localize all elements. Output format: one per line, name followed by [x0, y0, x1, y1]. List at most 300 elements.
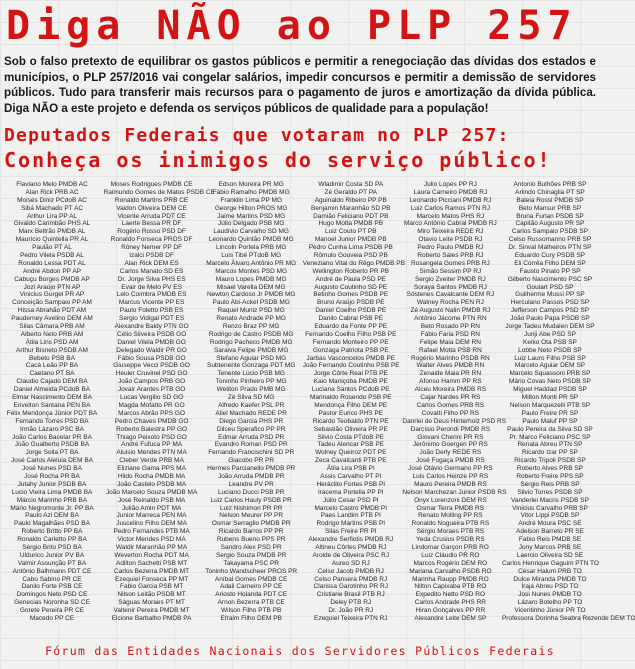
deputy-name: Sérgio Moraes PTB RS — [416, 528, 485, 536]
deputy-name: Claudio Cajado DEM BA — [16, 378, 88, 386]
deputy-name: André Fufuca PP MA — [121, 441, 183, 449]
deputy-name: André Moura PSC SE — [518, 520, 582, 528]
deputy-name: Tenente Lúcio PSB MG — [217, 370, 285, 378]
deputy-name: Altineu Côrtes PMDB RJ — [315, 543, 387, 551]
deputy-name: Pastor Eurico PHS PE — [318, 409, 384, 417]
deputy-name: Uldurico Junior PV BA — [19, 551, 85, 559]
deputy-name: Danilo Forte PSB CE — [21, 583, 83, 591]
deputy-name: Mendonça Filho DEM PE — [314, 401, 388, 409]
deputy-name: Miguel Haddad PSDB SP — [513, 386, 587, 394]
deputy-name: Efraim Filho DEM PB — [220, 614, 282, 622]
deputy-name: Luis Carlos Heinze PP RS — [412, 472, 489, 480]
page-title: Diga NÃO ao PLP 257 — [6, 3, 578, 49]
deputy-name: Raquel Muniz PSD MG — [217, 307, 285, 315]
deputy-name: Mariana Carvalho PSDB RO — [409, 567, 492, 575]
deputy-name: Pedro Chaves PMDB GO — [114, 417, 189, 425]
deputy-name: Laudívio Carvalho SD MG — [213, 228, 289, 236]
deputy-name: Paulo Freire PR SP — [521, 409, 579, 417]
deputy-name: Zé Augusto Nalin PMDB RJ — [410, 307, 491, 315]
deputy-name: Clarissa Garotinho PR RJ — [313, 583, 388, 591]
deputy-name: Manoel Junior PMDB PB — [314, 236, 387, 244]
deputy-name: Marcelo Álvaro Antônio PR MG — [206, 259, 297, 267]
deputy-name: Pr. Marco Feliciano PSC SP — [509, 433, 591, 441]
deputy-name: Heuler Cruvinel PSD GO — [115, 370, 188, 378]
deputy-name: Fernando Francischini SD PR — [208, 449, 295, 457]
deputy-name: Jozi Araújo PTN AP — [23, 283, 81, 291]
deputy-name: Ronaldo Lessa PDT AL — [18, 259, 86, 267]
deputy-name: Nelson Marchezan Junior PSDB RS — [402, 488, 507, 496]
deputy-name: José Rocha PR BA — [24, 472, 80, 480]
deputy-name: Roberto Balestra PP GO — [116, 425, 188, 433]
deputy-name: Guilherme Mussi PP SP — [515, 291, 585, 299]
deputy-name: Gorete Pereira PR CE — [19, 607, 85, 615]
deputy-name: Luiz Lauro Filho PSB SP — [514, 354, 586, 362]
deputy-name: Ezequiel Fonseca PP MT — [114, 575, 189, 583]
deputy-name: Jerônimo Goergen PP RS — [412, 441, 488, 449]
deputy-name: Carlos Gomes PRB RS — [416, 401, 485, 409]
deputy-name: Jorge Côrte Real PTB PE — [313, 370, 388, 378]
deputy-name: César Halum PRB TO — [518, 567, 582, 575]
deputy-name: Dr. Sinval Malheiros PTN SP — [508, 244, 592, 252]
deputy-name: Waldir Maranhão PP MA — [116, 543, 188, 551]
deputy-name: Moses Rodrigues PMDB CE — [110, 181, 193, 188]
deputy-name: Alceu Moreira PMDB RS — [414, 386, 487, 394]
deputy-name: Zenaide Maia PR RN — [419, 370, 482, 378]
deputy-name: Mário Covas Neto PSDB SP — [508, 378, 591, 386]
deputy-name: Macedo PP CE — [29, 614, 75, 622]
deputy-name: George Hilton PROS MG — [214, 204, 288, 212]
deputy-name: Felipe Maia DEM RN — [419, 338, 481, 346]
subtitle — [4, 124, 596, 172]
deputy-name: Gonzaga Patriota PSB PE — [312, 346, 389, 354]
deputy-name: Hildo Rocha PMDB MA — [117, 472, 186, 480]
deputy-name: Eduardo Cury PSDB SP — [514, 252, 586, 260]
deputies-column-4 — [302, 181, 405, 641]
deputy-name: Lincoln Portela PRB MG — [215, 244, 287, 252]
deputy-name: Pauderney Avelino DEM AM — [11, 315, 93, 323]
deputy-name: Renata Abreu PTN SP — [517, 441, 583, 449]
deputy-name: Rosangela Gomes PRB RJ — [410, 259, 490, 267]
deputy-name: Vitor Lippi PSDB SP — [520, 512, 580, 520]
deputies-list — [4, 181, 635, 641]
deputy-name: Magda Mofatto PR GO — [118, 401, 185, 409]
deputy-name: Jorge Tadeu Mudalen DEM SP — [505, 323, 595, 331]
deputy-name: Fábio Ramalho PMDB MG — [212, 188, 290, 196]
deputy-name: Sergio Vidigal PDT ES — [119, 315, 185, 323]
deputy-name: Paulão PT AL — [32, 244, 72, 252]
deputy-name: Valmir Assunção PT BA — [17, 559, 87, 567]
deputy-name: Paulo Abi-Ackel PSDB MG — [212, 299, 290, 307]
deputy-name: Simão Sessim PP RJ — [419, 267, 482, 275]
deputy-name: Otavio Leite PSDB RJ — [418, 236, 483, 244]
deputy-name: Rubens Bueno PPS PR — [216, 536, 286, 544]
deputy-name: Celso Jacob PMDB RJ — [317, 567, 384, 575]
subtitle-line-2: Conheça os inimigos do serviço público! — [4, 148, 552, 172]
deputy-name: Evandro Roman PSD PR — [214, 441, 288, 449]
deputy-name: Josi Nunes PMDB TO — [518, 591, 582, 599]
deputy-name: Ariosto Holanda PDT CE — [215, 591, 288, 599]
deputy-name: Raimundo Gomes de Matos PSDB CE — [103, 188, 215, 196]
deputy-name: Rodrigo de Castro PSDB MG — [208, 330, 294, 338]
deputy-name: João Gualberto PSDB BA — [14, 441, 90, 449]
deputy-name: Cristiane Brasil PTB RJ — [316, 591, 385, 599]
deputy-name: Cacá Leão PP BA — [25, 362, 79, 370]
deputy-name: Leandre PV PR — [228, 480, 274, 488]
deputy-name: Mauro Lopes PMDB MG — [215, 275, 287, 283]
deputy-name: Rômulo Gouveia PSD PB — [313, 252, 388, 260]
deputy-name: Juscelino Filho DEM MA — [116, 520, 187, 528]
deputy-name: Luciano Ducci PSB PR — [217, 488, 285, 496]
deputy-name: Wolney Queiroz PDT PE — [315, 449, 387, 457]
deputy-name: Givaldo Carimbão PHS AL — [13, 220, 91, 228]
deputy-name: Rodrigo Martins PSB PI — [316, 520, 386, 528]
deputy-name: Sérgio Brito PSD BA — [22, 543, 82, 551]
deputy-name: Covatti Filho PP RS — [421, 409, 480, 417]
deputy-name: João Fernando Coutinho PSB PE — [302, 362, 400, 370]
deputy-name: João Arruda PMDB PR — [217, 472, 285, 480]
deputy-name: Domingos Neto PSD CE — [16, 591, 88, 599]
deputy-name: André de Paula PSD PE — [315, 275, 387, 283]
deputy-name: Luiz Carlos Ramos PTN RJ — [410, 204, 491, 212]
deputy-name: Giacobo PR PR — [228, 457, 275, 465]
deputy-name: Toninho Pinheiro PP MG — [215, 378, 287, 386]
deputy-name: Junior Marreca PEN MA — [116, 512, 187, 520]
deputy-name: Assis Carvalho PT PI — [320, 472, 382, 480]
deputy-name: Marcelo Matos PHS RJ — [416, 212, 485, 220]
deputy-name: Carlos Henrique Gaguim PTN TO — [501, 559, 599, 567]
deputy-name: Sérgio Reis PRB SP — [520, 480, 580, 488]
deputy-name: João Marcelo Souza PMDB MA — [105, 488, 198, 496]
deputy-name: Heráclito Fortes PSB PI — [316, 480, 386, 488]
deputy-name: Bruna Furlan PSDB SP — [516, 212, 584, 220]
deputy-name: Renzo Braz PP MG — [222, 323, 280, 331]
deputy-name: Gilberto Nascimento PSC SP — [507, 275, 593, 283]
deputies-column-1 — [4, 181, 100, 641]
deputy-name: Subtenente Gonzaga PDT MG — [206, 362, 296, 370]
footer-signature: Fórum das Entidades Nacionais dos Servidores Públicos Federais — [45, 644, 555, 658]
deputy-name: Julião Amin PDT MA — [121, 504, 182, 512]
deputy-name: Keiko Ota PSB SP — [523, 338, 577, 346]
deputy-name: Adelson Barreto PR SE — [516, 528, 584, 536]
deputy-name: Dulce Miranda PMDB TO — [513, 575, 587, 583]
deputy-name: Júlio Delgado PSB MG — [217, 220, 285, 228]
deputy-name: Cabuçu Borges PMDB AP — [14, 275, 90, 283]
deputy-name: Fábio Sousa PSDB GO — [117, 354, 186, 362]
deputy-name: João Derly REDE RS — [419, 449, 482, 457]
deputy-name: Elcione Barbalho PMDB PA — [111, 614, 192, 622]
deputy-name: Zé Geraldo PT PA — [324, 188, 378, 196]
deputy-name: Sergio Souza PMDB PR — [215, 551, 287, 559]
deputy-name: Lindomar Garçon PRB RO — [411, 543, 489, 551]
deputy-name: Daniel Coelho PSDB PE — [315, 307, 387, 315]
deputy-name: Marinaldo Rosendo PSB PE — [309, 394, 392, 402]
deputy-name: Daniel Vilela PMDB GO — [117, 338, 186, 346]
deputy-name: Vicentinho Júnior PR TO — [514, 607, 586, 615]
deputy-name: Rogério Rosso PSD DF — [117, 228, 186, 236]
deputy-name: Walney Rocha PEN RJ — [416, 299, 484, 307]
deputy-name: Osmar Serraglio PMDB PR — [211, 520, 291, 528]
deputy-name: Cleber Verde PRB MA — [119, 457, 184, 465]
deputy-name: Sibá Machado PT AC — [20, 204, 84, 212]
deputy-name: Osmar Terra PMDB RS — [416, 504, 485, 512]
deputy-name: Luiz Cláudio PR RO — [421, 551, 480, 559]
deputy-name: Vaidon Oliveira DEM CE — [116, 204, 187, 212]
deputy-name: Célio Silveira PSDB GO — [116, 330, 187, 338]
deputy-name: Edmar Arruda PSD PR — [218, 433, 285, 441]
deputy-name: Wellington Roberto PR PB — [312, 267, 390, 275]
deputy-name: Irmão Lázaro PSC BA — [20, 425, 84, 433]
deputy-name: Roberto Alves PRB SP — [516, 465, 584, 473]
deputy-name: Lázaro Botelho PP TO — [517, 599, 583, 607]
deputy-name: Weliton Prado PMB MG — [216, 386, 286, 394]
deputy-name: José Carlos Aleluia DEM BA — [10, 457, 93, 465]
deputy-name: Takayama PSC PR — [223, 559, 279, 567]
deputy-name: Roberto Britto PP BA — [21, 528, 83, 536]
deputy-name: Lucas Vergilio SD GO — [119, 394, 184, 402]
deputy-name: Jorge Solla PT BA — [25, 449, 79, 457]
deputy-name: Marco Antônio Cabral PMDB RJ — [403, 220, 497, 228]
deputy-name: Aluisio Mendes PTN MA — [116, 449, 187, 457]
deputy-name: Stefano Aguiar PSD MG — [216, 354, 287, 362]
deputy-name: Newton Cardoso Jr PMDB MG — [206, 291, 296, 299]
deputy-name: Lelo Coimbra PMDB ES — [116, 291, 187, 299]
deputy-name: Rogério Marinho PSDB RN — [410, 354, 490, 362]
deputy-name: Wladimir Costa SD PA — [318, 181, 384, 188]
deputy-name: Ezequiel Teixeira PTN RJ — [313, 614, 388, 622]
deputy-name: Arnon Bezerra PTB CE — [217, 599, 285, 607]
deputy-name: Mauro Pereira PMDB RS — [414, 480, 487, 488]
deputy-name: Carlos Bezerra PMDB MT — [114, 567, 190, 575]
deputies-column-5 — [402, 181, 507, 641]
deputy-name: Dr. João PR RJ — [328, 607, 374, 615]
deputy-name: Marx Beltrão PMDB AL — [18, 228, 86, 236]
deputy-name: Júlio Cesar PSD PI — [322, 496, 379, 504]
deputy-name: Jutahy Junior PSDB BA — [17, 480, 87, 488]
deputy-name: Pedro Fernandes PTB MA — [113, 528, 190, 536]
deputy-name: Adilton Sachetti PSB MT — [116, 559, 188, 567]
deputy-name: Arolde de Oliveira PSC RJ — [312, 551, 390, 559]
deputies-column-3 — [203, 181, 299, 641]
deputy-name: Fernando Torres PSD BA — [15, 417, 89, 425]
deputy-name: Dilceu Sperafico PP PR — [216, 425, 286, 433]
deputy-name: Julio Lopes PP RJ — [423, 181, 477, 188]
deputy-name: Paulo Maluf PP SP — [522, 417, 578, 425]
deputy-name: Pedro Cunha Lima PSDB PB — [308, 244, 393, 252]
deputy-name: Victor Mendes PSD MA — [117, 536, 186, 544]
deputy-name: Misael Varella DEM MG — [216, 283, 286, 291]
deputy-name: Ricardo Tripoli PSDB SP — [514, 457, 586, 465]
deputy-name: Ricardo Izar PP SP — [522, 449, 578, 457]
deputy-name: Edson Moreira PR MG — [218, 181, 284, 188]
deputy-name: Vicente Arruda PDT CE — [117, 212, 186, 220]
deputy-name: Ronaldo Nogueira PTB RS — [411, 520, 490, 528]
deputy-name: Leonardo Picciani PMDB RJ — [409, 196, 492, 204]
deputy-name: Marcos Montes PSD MG — [215, 267, 288, 275]
deputy-name: Ricardo Barros PP PR — [218, 528, 284, 536]
deputy-name: Darcísio Perondi PMDB RS — [410, 425, 491, 433]
deputy-name: Laura Carneiro PMDB RJ — [413, 188, 488, 196]
deputy-name: José Nunes PSD BA — [22, 465, 82, 473]
deputy-name: Fernando Monteiro PP PE — [312, 338, 389, 346]
deputy-name: Alfredo Kaefer PSL PR — [218, 401, 285, 409]
deputy-name: Carlos Sampaio PSDB SP — [511, 228, 589, 236]
deputy-name: Marcos Abrão PPS GO — [118, 409, 186, 417]
deputy-name: André Abdon PP AP — [22, 267, 82, 275]
deputy-name: Caetano PT BA — [29, 370, 75, 378]
deputy-name: Onyx Lorenzoni DEM RS — [414, 496, 487, 504]
deputy-name: Paulo Azi DEM BA — [25, 512, 79, 520]
deputy-name: Rodrigo Pacheco PMDB MG — [209, 338, 293, 346]
deputy-name: Luiz Carlos Hauly PSDB PR — [210, 496, 292, 504]
deputy-name: Renato Molling PP RS — [418, 512, 483, 520]
deputy-name: João Castelo PSDB MA — [117, 480, 187, 488]
deputy-name: Silas Câmara PRB AM — [19, 323, 85, 331]
deputy-name: Ronaldo Martins PRB CE — [114, 196, 189, 204]
deputy-name: Paulo Magalhães PSD BA — [14, 520, 90, 528]
deputy-name: Luiz Couto PT PB — [325, 228, 377, 236]
deputy-name: Milton Monti PR SP — [521, 394, 579, 402]
deputy-name: Danrlei de Deus Hinterholz PSD RS — [402, 417, 507, 425]
deputy-name: Silvio Costa PTdoB PE — [317, 433, 385, 441]
deputy-name: Sergio Zveiter PMDB RJ — [414, 275, 486, 283]
deputy-name: Genecias Noronha SD CE — [14, 599, 90, 607]
deputy-name: Félix Mendonça Júnior PDT BA — [6, 409, 98, 417]
deputy-name: Flaviano Melo PMDB AC — [16, 181, 88, 188]
deputy-name: Eli Corrêa Filho DEM SP — [514, 259, 586, 267]
deputy-name: Miro Teixeira REDE RJ — [417, 228, 484, 236]
deputy-name: Pedro Vilela PSDB AL — [20, 252, 84, 260]
deputy-name: Evair de Melo PV ES — [121, 283, 182, 291]
deputy-name: Kaio Maniçoba PMDB PE — [313, 378, 388, 386]
deputy-name: Eliziane Gama PPS MA — [117, 465, 186, 473]
deputy-name: João Campos PRB GO — [117, 378, 186, 386]
deputy-name: Valtenir Pereira PMDB MT — [113, 607, 190, 615]
deputy-name: Fausto Pinato PP SP — [519, 267, 581, 275]
deputy-name: Irajá Abreu PSD TO — [521, 583, 579, 591]
deputy-name: Átila Lins PSD AM — [25, 338, 79, 346]
deputy-name: Bruno Araújo PSDB PE — [316, 299, 385, 307]
deputy-name: Jefferson Campos PSD SP — [510, 307, 590, 315]
deputy-name: Hugo Motta PMDB PB — [318, 220, 384, 228]
deputy-name: Walter Alves PMDB RN — [416, 362, 485, 370]
deputy-name: Luciana Santos PCdoB PE — [311, 386, 390, 394]
deputy-name: Sóstenes Cavalcante DEM RJ — [406, 291, 495, 299]
deputy-name: Junji Abe PSD SP — [523, 330, 576, 338]
deputy-name: Jony Marcos PRB SE — [518, 543, 582, 551]
deputy-name: Celso Pansera PMDB RJ — [314, 575, 388, 583]
deputy-name: José Otávio Germano PP RS — [408, 465, 493, 473]
deputy-name: Yeda Crusius PSDB RS — [415, 536, 485, 544]
deputy-name: Ronaldo Fonseca PROS DF — [110, 236, 193, 244]
deputy-name: Laercio Oliveira SD SE — [516, 551, 584, 559]
deputy-name: Leonardo Quintão PMDB MG — [208, 236, 294, 244]
deputy-name: Marcus Vicente PP ES — [118, 299, 185, 307]
deputy-name: Conceição Sampaio PP AM — [12, 299, 92, 307]
deputy-name: Jarbas Vasconcelos PMDB PE — [306, 354, 396, 362]
deputy-name: Alexandre Baldy PTN GO — [114, 323, 189, 331]
deputy-name: Eduardo da Fonte PP PE — [314, 323, 388, 331]
deputy-name: Baleia Rossi PMDB SP — [516, 196, 584, 204]
deputy-name: Arthur Bisneto PSDB AM — [16, 346, 88, 354]
deputy-name: Paulo Pereira da Silva SD SP — [507, 425, 593, 433]
deputy-name: Renato Andrade PP MG — [216, 315, 286, 323]
deputy-name: Damião Feliciano PDT PB — [313, 212, 389, 220]
deputy-name: Zé Silva SD MG — [227, 394, 275, 402]
deputy-name: Danilo Cabral PSB PE — [318, 315, 384, 323]
deputy-name: Beto Rosado PP RN — [420, 323, 480, 331]
deputy-name: José Fogaça PMDB RS — [416, 457, 485, 465]
deputy-name: Marcelo Squassoni PRB SP — [509, 370, 591, 378]
deputy-name: Mário Negromonte Jr. PP BA — [10, 504, 94, 512]
deputy-name: Vinicius Carvalho PRB SP — [512, 504, 588, 512]
deputy-name: Marcelo Aguiar DEM SP — [514, 362, 586, 370]
deputy-name: Rôney Nemer PP DF — [121, 244, 183, 252]
deputy-name: Benjamin Maranhão SD PB — [311, 204, 391, 212]
deputy-name: Nelson Meurer PP PR — [219, 512, 284, 520]
deputy-name: Maurício Quintella PR AL — [15, 236, 89, 244]
deputy-name: Fabio Garcia PSB MT — [119, 583, 184, 591]
deputy-name: Arlindo Chinaglia PT SP — [515, 188, 585, 196]
deputy-name: Cabo Sabino PR CE — [22, 575, 82, 583]
deputy-name: Giuseppe Vecci PSDB GO — [113, 362, 190, 370]
deputy-name: Hermes Parcianello PMDB PR — [207, 465, 296, 473]
deputy-name: Giovani Cherini PR RS — [417, 433, 484, 441]
deputy-name: Capitão Augusto PR SP — [515, 220, 585, 228]
deputy-name: Iracema Portella PP PI — [317, 488, 384, 496]
deputy-name: Vanderlei Macris PSDB SP — [511, 496, 589, 504]
deputy-name: Nilson Leitão PSDB MT — [117, 591, 186, 599]
deputy-name: Augusto Coutinho SD PE — [314, 283, 388, 291]
deputy-name: Hiran Gonçalves PP RR — [415, 607, 486, 615]
deputy-name: Zeca Cavalcanti PTB PE — [315, 457, 387, 465]
deputy-name: Carlos Manato SD ES — [119, 267, 184, 275]
deputy-name: Vinicius Gurgel PR AP — [19, 291, 85, 299]
deputy-name: Marinha Raupp PMDB RO — [412, 575, 489, 583]
deputy-name: Expedito Netto PSD RO — [415, 591, 486, 599]
subtitle-line-1: Deputados Federais que votaram no PLP 257: — [4, 125, 510, 146]
deputy-name: Wilson Filho PTB PB — [221, 607, 282, 615]
intro-paragraph: Sob o falso pretexto de equilibrar os gastos públicos e permitir a renegociação das dívidas dos estados e municípios, o PLP 257/2016 vai congelar salários, impedir concursos e permitir a demissão de servidores públicos. Tudo para transferir mais recursos para o pagamento de juros e amortização da dívida pública. Diga NÃO a este projeto e defenda os serviços públicos de qualidade para a população! — [4, 55, 596, 115]
deputy-name: Toninho Wandscheer PROS PR — [205, 567, 298, 575]
deputy-name: Erivelton Santana PEN BA — [13, 401, 91, 409]
deputy-name: Pedro Paulo PMDB RJ — [417, 244, 484, 252]
deputy-name: Thiago Peixoto PSD GO — [116, 433, 187, 441]
deputy-name: Sandro Alex PSD PR — [220, 543, 282, 551]
deputy-name: Ricardo Teobaldo PTN PE — [312, 417, 389, 425]
deputy-name: Silas Freire PR PI — [324, 528, 377, 536]
deputy-name: Roberto Freire PPS SP — [516, 472, 584, 480]
deputy-name: Professora Dorinha Seabra Rezende DEM TO — [501, 614, 635, 622]
deputy-name: Marcelo Castro PMDB PI — [314, 504, 388, 512]
deputy-name: Goulart PSD SP — [526, 283, 574, 291]
deputy-name: Roberto Sales PRB RJ — [417, 252, 484, 260]
deputy-name: Daniel Almeida PCdoB BA — [13, 386, 91, 394]
deputy-name: Antônio Jácome PTN RN — [414, 315, 487, 323]
deputy-name: Alan Rick DEM ES — [124, 259, 179, 267]
deputy-name: Alberto Neto PRB AM — [20, 330, 84, 338]
deputy-name: Silvio Torres PSDB SP — [517, 488, 583, 496]
deputy-name: Alexandre Leite DEM SP — [414, 614, 487, 622]
deputy-name: Veneziano Vital do Rêgo PMDB PB — [302, 259, 405, 267]
deputy-name: Lucio Vieira Lima PMDB BA — [11, 488, 93, 496]
deputy-name: Dr. Jorge Silva PHS ES — [117, 275, 186, 283]
deputy-name: José Reinaldo PSB MA — [117, 496, 186, 504]
deputy-name: Adail Carneiro PP CE — [219, 583, 283, 591]
deputy-name: Deley PTB RJ — [330, 599, 372, 607]
deputy-name: Arthur Lira PP AL — [26, 212, 78, 220]
deputy-name: Fábio Faria PSD RN — [420, 330, 480, 338]
deputy-name: Celso Russomanno PRB SP — [508, 236, 592, 244]
